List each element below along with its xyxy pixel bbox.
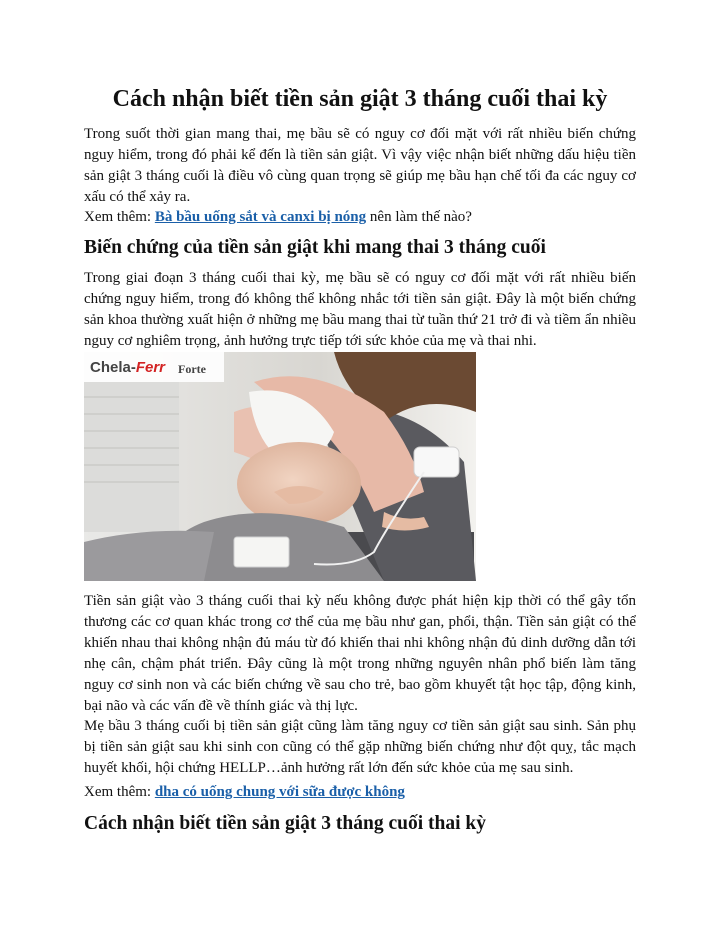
page-title: Cách nhận biết tiền sản giật 3 tháng cuối thai kỳ bbox=[112, 86, 608, 112]
intro-paragraph: Trong suốt thời gian mang thai, mẹ bầu sẽ có nguy cơ đối mặt với rất nhiều biến chứng nguy hiểm, trong đó phải kể đến là tiền sản giật. Vì vậy việc nhận biết những dấu hiệu tiền sản giật 3 tháng cuối là điều vô cùng quan trọng sẽ giúp mẹ bầu hạn chế tối đa các nguy cơ xấu có thể xảy ra. bbox=[84, 126, 636, 205]
logo-text-part1: Chela- bbox=[90, 359, 136, 376]
see-more-2-link[interactable]: dha có uống chung với sữa được không bbox=[154, 784, 405, 800]
pregnant-woman-image bbox=[84, 352, 476, 581]
svg-text:Chela-Ferr bbox=[90, 359, 166, 376]
logo-text-part2: Ferr bbox=[135, 359, 166, 376]
section1-heading: Biến chứng của tiền sản giật khi mang thai 3 tháng cuối bbox=[84, 237, 546, 258]
see-more-1-suffix: nên làm thế nào? bbox=[366, 209, 472, 225]
paragraph-3: Mẹ bầu 3 tháng cuối bị tiền sản giật cũng làm tăng nguy cơ tiền sản giật sau sinh. Sản phụ bị tiền sản giật sau khi sinh con cũng có thể gặp những biến chứng như đột quỵ, tắc mạch huyết khối, hội chứng HELLP…ảnh hưởng rất lớn đến sức khỏe của mẹ sau sinh. bbox=[84, 718, 636, 776]
section2-heading: Cách nhận biết tiền sản giật 3 tháng cuối thai kỳ bbox=[84, 813, 486, 834]
see-more-1 bbox=[84, 207, 636, 228]
see-more-2-prefix: Xem thêm: bbox=[84, 784, 155, 800]
paragraph-2: Tiền sản giật vào 3 tháng cuối thai kỳ nếu không được phát hiện kịp thời có thể gây tổn thương các cơ quan khác trong cơ thể của mẹ bầu như gan, phổi, thận. Tiền sản giật có thể khiến nhau thai không nhận đủ máu từ đó khiến thai nhi không nhận đủ dinh dưỡng dẫn tới nhẹ cân, chậm phát triển. Đây cũng là một trong những nguyên nhân phổ biến làm tăng nguy cơ sinh non và các biến chứng về sau cho trẻ, bao gồm khuyết tật học tập, động kinh, bại não và các vấn đề về thính giác và thị lực. bbox=[84, 593, 636, 714]
see-more-1-link[interactable]: Bà bầu uống sắt và canxi bị nóng bbox=[154, 209, 367, 225]
see-more-1-prefix: Xem thêm: bbox=[84, 209, 155, 225]
see-more-2 bbox=[84, 782, 636, 803]
logo-text-part3: Forte bbox=[178, 362, 206, 376]
section1-paragraph: Trong giai đoạn 3 tháng cuối thai kỳ, mẹ bầu sẽ có nguy cơ đối mặt với rất nhiều biến chứng nguy hiểm, trong đó không thể không nhắc tới tiền sản giật. Đây là một biến chứng sản khoa thường xuất hiện ở những mẹ bầu mang thai từ tuần thứ 21 trở đi và tiềm ẩn nhiều nguy cơ nghiêm trọng, ảnh hưởng trực tiếp tới sức khỏe của mẹ và thai nhi. bbox=[84, 270, 636, 349]
